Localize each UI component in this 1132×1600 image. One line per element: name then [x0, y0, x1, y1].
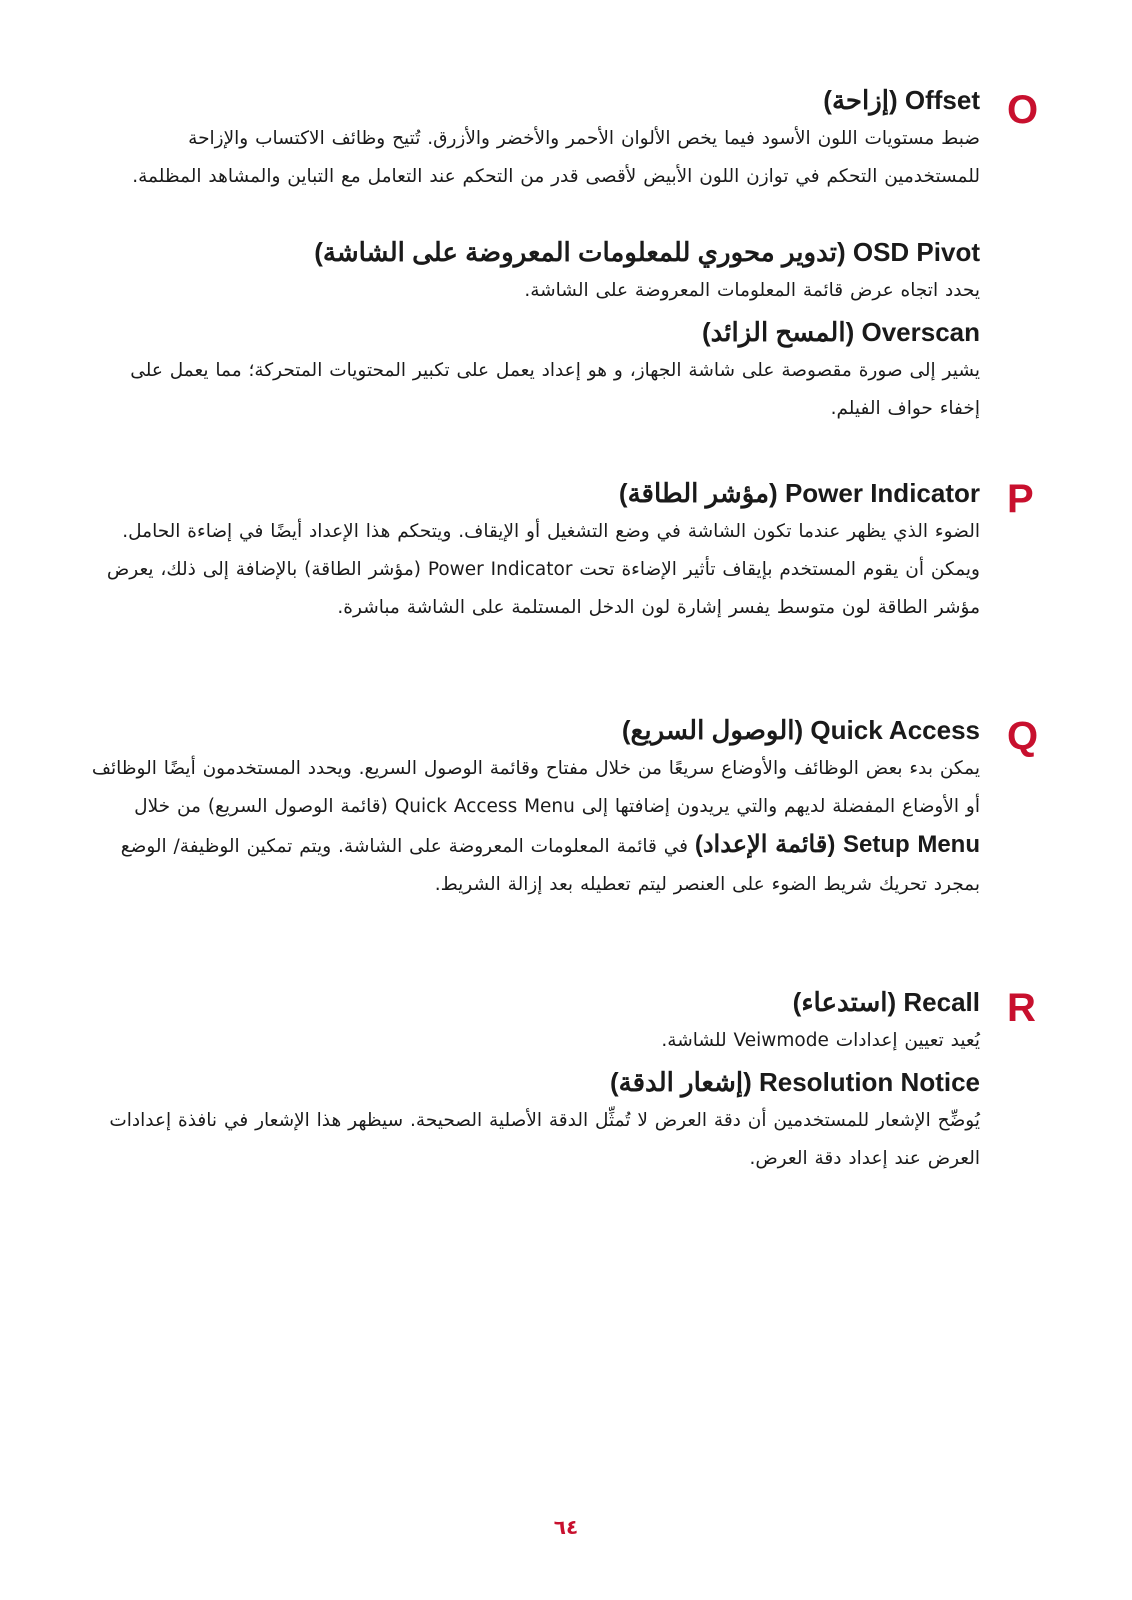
entry-title: [90, 984, 980, 1020]
entry-title-ar: (إشعار الدقة): [610, 1067, 752, 1097]
entry-resolution-notice: [90, 1064, 980, 1178]
entry-title-ar: (الوصول السريع): [621, 715, 804, 745]
entry-body-text: في قائمة المعلومات المعروضة على الشاشة. ويتم تمكين الوظيفة/ الوضع بمجرد تحريك شريط الضوء على العنصر ليتم تعطيله بعد إزالة الشريط.: [120, 836, 980, 895]
entry-title-en: Quick Access: [810, 715, 980, 745]
entry-overscan: [90, 314, 980, 428]
entry-title-en: Offset: [904, 85, 980, 115]
entry-title: [90, 82, 980, 118]
entry-title-en: Overscan: [861, 317, 980, 347]
entry-title-en: Power Indicator: [784, 478, 980, 508]
entry-recall: [90, 984, 980, 1060]
entry-quick-access: [90, 712, 980, 904]
entry-title: [90, 712, 980, 748]
entry-title: [90, 314, 980, 350]
entry-title: [90, 1064, 980, 1100]
entry-body: [90, 750, 980, 904]
entry-body: يُعيد تعيين إعدادات Veiwmode للشاشة.: [661, 1030, 980, 1051]
entry-title-ar: (إزاحة): [823, 85, 898, 115]
entry-body: يحدد اتجاه عرض قائمة المعلومات المعروضة على الشاشة.: [524, 280, 980, 301]
entry-body: يُوضِّح الإشعار للمستخدمين أن دقة العرض لا تُمثِّل الدقة الأصلية الصحيحة. سيظهر هذا الإشعار في نافذة إعدادات العرض عند إعداد دقة العرض.: [109, 1110, 980, 1169]
entry-title: [90, 234, 980, 270]
page-number: ٦٤: [553, 1515, 579, 1539]
entry-title-ar: (مؤشر الطاقة): [618, 478, 778, 508]
entry-body: ضبط مستويات اللون الأسود فيما يخص الألوان الأحمر والأخضر والأزرق. تُتيح وظائف الاكتساب والإزاحة للمستخدمين التحكم في توازن اللون الأبيض لأقصى قدر من التحكم عند التعامل مع التباين والمشاهد المظلمة.: [132, 128, 980, 187]
entry-title-ar: (تدوير محوري للمعلومات المعروضة على الشاشة): [314, 237, 846, 267]
section-letter: Q: [1007, 714, 1039, 758]
entry-title-en: Recall: [903, 987, 980, 1017]
entry-body: الضوء الذي يظهر عندما تكون الشاشة في وضع التشغيل أو الإيقاف. ويتحكم هذا الإعداد أيضًا في إضاءة الحامل. ويمكن أن يقوم المستخدم بإيقاف تأثير الإضاءة تحت Power Indicator (مؤشر الطاقة) بالإضافة إلى ذلك، يعرض مؤشر الطاقة لون متوسط يفسر إشارة لون الدخل المستلمة على الشاشة مباشرة.: [106, 521, 980, 618]
entry-title-ar: (المسح الزائد): [701, 317, 855, 347]
section-letter: O: [1007, 88, 1039, 132]
entry-title-ar: (استدعاء): [792, 987, 897, 1017]
entry-title-en: OSD Pivot: [852, 237, 980, 267]
entry-title: [90, 475, 980, 511]
section-letter: R: [1007, 986, 1036, 1030]
entry-offset: [90, 82, 980, 196]
entry-power-indicator: [90, 475, 980, 627]
setup-menu-reference: Setup Menu (قائمة الإعداد): [694, 831, 980, 858]
section-letter: P: [1007, 477, 1034, 521]
entry-title-en: Resolution Notice: [758, 1067, 980, 1097]
entry-body: يشير إلى صورة مقصوصة على شاشة الجهاز، و هو إعداد يعمل على تكبير المحتويات المتحركة؛ مما يعمل على إخفاء حواف الفيلم.: [130, 360, 980, 419]
entry-osd-pivot: [90, 234, 980, 310]
entry-body-text: يمكن بدء بعض الوظائف والأوضاع سريعًا من خلال مفتاح وقائمة الوصول السريع. ويحدد المستخدمون أيضًا الوظائف أو الأوضاع المفضلة لديهم والتي يريدون إضافتها إلى Quick Access Menu (قائمة الوصول السريع) من خلال: [91, 758, 980, 817]
